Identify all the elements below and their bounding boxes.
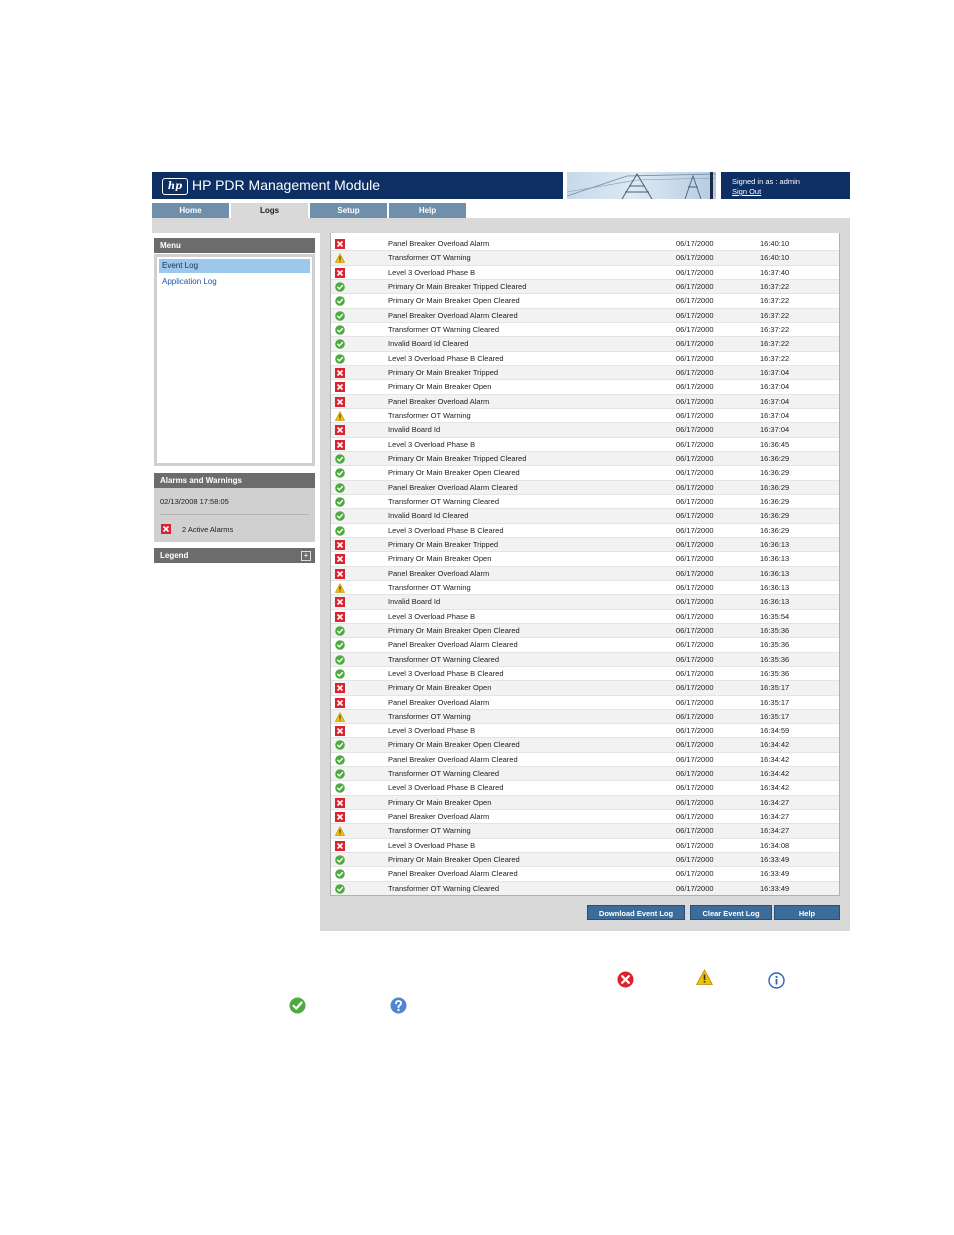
warning-icon [335, 411, 345, 421]
cleared-icon [335, 669, 345, 679]
log-message: Panel Breaker Overload Alarm [388, 568, 490, 578]
log-row [331, 767, 839, 781]
log-row [331, 839, 839, 853]
log-date: 06/17/2000 [676, 239, 714, 248]
log-row [331, 309, 839, 323]
alarm-icon [335, 683, 345, 693]
log-date: 06/17/2000 [676, 525, 714, 535]
log-row [331, 409, 839, 423]
log-date: 06/17/2000 [676, 869, 714, 879]
log-time: 16:35:54 [760, 611, 790, 621]
log-message: Panel Breaker Overload Alarm Cleared [388, 640, 518, 650]
alarm-icon [335, 698, 345, 708]
log-date: 06/17/2000 [676, 668, 714, 678]
log-time: 16:34:42 [760, 754, 790, 764]
log-date: 06/17/2000 [676, 697, 714, 707]
log-time: 16:34:59 [760, 726, 790, 736]
log-message: Level 3 Overload Phase B [388, 726, 476, 736]
log-message: Level 3 Overload Phase B [388, 611, 476, 621]
log-row [331, 280, 839, 294]
cleared-icon [335, 755, 345, 765]
log-row [331, 681, 839, 695]
cleared-icon [335, 454, 345, 464]
log-time: 16:33:49 [760, 883, 790, 893]
log-row [331, 552, 839, 566]
header-photo [567, 172, 716, 199]
log-row [331, 710, 839, 724]
log-date: 06/17/2000 [676, 281, 714, 291]
tab-help[interactable]: Help [389, 203, 466, 218]
alarm-icon [335, 812, 345, 822]
legend-panel-title[interactable] [154, 548, 315, 563]
cleared-icon [335, 526, 345, 536]
log-time: 16:36:13 [760, 597, 790, 607]
alarm-icon [335, 569, 345, 579]
sign-out-link[interactable]: Sign Out [732, 187, 762, 196]
alarm-icon [335, 597, 345, 607]
log-row [331, 452, 839, 466]
log-message: Panel Breaker Overload Alarm [388, 697, 490, 707]
divider [160, 514, 309, 515]
error-icon [617, 971, 634, 988]
log-date: 06/17/2000 [676, 482, 714, 492]
alarm-icon [161, 524, 171, 534]
log-message: Transformer OT Warning Cleared [388, 324, 500, 334]
alarm-icon [335, 382, 345, 392]
cleared-icon [335, 296, 345, 306]
log-date: 06/17/2000 [676, 840, 714, 850]
cleared-icon [335, 740, 345, 750]
help-button[interactable]: Help [774, 905, 840, 920]
log-message: Transformer OT Warning [388, 410, 471, 420]
log-message: Transformer OT Warning Cleared [388, 883, 500, 893]
warning-icon [696, 969, 713, 986]
log-time: 16:37:22 [760, 353, 790, 363]
cleared-icon [335, 497, 345, 507]
log-time: 16:37:22 [760, 324, 790, 334]
cleared-icon [335, 282, 345, 292]
cleared-icon [335, 783, 345, 793]
log-time: 16:36:29 [760, 525, 790, 535]
log-time: 16:36:29 [760, 482, 790, 492]
log-message: Transformer OT Warning Cleared [388, 769, 500, 779]
alarm-icon [335, 540, 345, 550]
alarm-icon [335, 554, 345, 564]
alarm-icon [335, 397, 345, 407]
log-message: Primary Or Main Breaker Open Cleared [388, 855, 520, 865]
alarm-icon [335, 440, 345, 450]
log-date: 06/17/2000 [676, 310, 714, 320]
log-time: 16:37:22 [760, 281, 790, 291]
log-time: 16:36:13 [760, 554, 790, 564]
log-message: Transformer OT Warning [388, 826, 471, 836]
log-date: 06/17/2000 [676, 296, 714, 306]
log-row [331, 567, 839, 581]
log-time: 16:35:36 [760, 640, 790, 650]
log-message: Level 3 Overload Phase B Cleared [388, 668, 504, 678]
tab-logs[interactable]: Logs [231, 203, 308, 220]
log-row [331, 266, 839, 280]
log-time: 16:36:29 [760, 511, 790, 521]
log-row [331, 867, 839, 881]
tab-setup[interactable]: Setup [310, 203, 387, 218]
log-time: 16:35:17 [760, 697, 790, 707]
log-row [331, 653, 839, 667]
log-time: 16:35:36 [760, 625, 790, 635]
log-row [331, 380, 839, 394]
log-time: 16:35:36 [760, 668, 790, 678]
header-banner [152, 172, 563, 199]
log-row [331, 423, 839, 437]
log-message: Primary Or Main Breaker Tripped Cleared [388, 281, 527, 291]
log-time: 16:36:13 [760, 568, 790, 578]
log-row [331, 796, 839, 810]
log-time: 16:37:04 [760, 396, 790, 406]
log-date: 06/17/2000 [676, 582, 714, 592]
log-rows [331, 237, 839, 896]
log-date: 06/17/2000 [676, 812, 714, 822]
cleared-icon [335, 483, 345, 493]
info-icon [768, 972, 785, 989]
log-message: Invalid Board Id [388, 425, 441, 435]
log-time: 16:37:04 [760, 382, 790, 392]
log-message: Panel Breaker Overload Alarm Cleared [388, 869, 518, 879]
log-message: Level 3 Overload Phase B [388, 439, 476, 449]
alarm-icon [335, 268, 345, 278]
log-date: 06/17/2000 [676, 740, 714, 750]
tab-bar-band [152, 218, 850, 233]
clear-event-log-button[interactable]: Clear Event Log [690, 905, 772, 920]
log-time: 16:36:13 [760, 539, 790, 549]
alarm-icon [335, 239, 345, 249]
log-message: Primary Or Main Breaker Open Cleared [388, 625, 520, 635]
active-alarms-link[interactable]: 2 Active Alarms [182, 525, 234, 534]
log-row [331, 352, 839, 366]
log-time: 16:37:22 [760, 339, 790, 349]
menu-panel [154, 254, 315, 466]
log-time: 16:34:42 [760, 783, 790, 793]
alarm-icon [335, 425, 345, 435]
log-message: Level 3 Overload Phase B Cleared [388, 353, 504, 363]
log-time: 16:37:04 [760, 410, 790, 420]
log-date: 06/17/2000 [676, 568, 714, 578]
log-row [331, 853, 839, 867]
log-time: 16:34:27 [760, 826, 790, 836]
help-icon [390, 997, 407, 1014]
log-time: 16:36:13 [760, 582, 790, 592]
log-date: 06/17/2000 [676, 855, 714, 865]
log-date: 06/17/2000 [676, 267, 714, 277]
log-date: 06/17/2000 [676, 339, 714, 349]
log-message: Panel Breaker Overload Alarm [388, 239, 490, 248]
cleared-icon [335, 626, 345, 636]
log-time: 16:35:17 [760, 711, 790, 721]
expand-icon[interactable]: + [301, 551, 311, 561]
log-row [331, 581, 839, 595]
log-time: 16:40:10 [760, 253, 790, 263]
log-date: 06/17/2000 [676, 883, 714, 893]
log-message: Primary Or Main Breaker Tripped [388, 367, 499, 377]
log-date: 06/17/2000 [676, 597, 714, 607]
log-time: 16:37:04 [760, 367, 790, 377]
log-row [331, 438, 839, 452]
warning-icon [335, 253, 345, 263]
log-time: 16:40:10 [760, 239, 790, 248]
log-row [331, 824, 839, 838]
log-message: Invalid Board Id Cleared [388, 511, 469, 521]
cleared-icon [335, 640, 345, 650]
log-date: 06/17/2000 [676, 640, 714, 650]
log-time: 16:34:27 [760, 812, 790, 822]
log-date: 06/17/2000 [676, 711, 714, 721]
cleared-icon [335, 869, 345, 879]
alarm-icon [335, 368, 345, 378]
log-message: Panel Breaker Overload Alarm Cleared [388, 754, 518, 764]
download-event-log-button[interactable]: Download Event Log [587, 905, 685, 920]
log-time: 16:35:17 [760, 683, 790, 693]
log-time: 16:37:22 [760, 296, 790, 306]
log-date: 06/17/2000 [676, 726, 714, 736]
tab-home[interactable]: Home [152, 203, 229, 218]
log-row [331, 781, 839, 795]
alarm-icon [335, 798, 345, 808]
log-message: Level 3 Overload Phase B Cleared [388, 783, 504, 793]
log-message: Panel Breaker Overload Alarm Cleared [388, 482, 518, 492]
log-date: 06/17/2000 [676, 410, 714, 420]
log-message: Primary Or Main Breaker Open [388, 797, 492, 807]
cleared-icon [335, 655, 345, 665]
log-date: 06/17/2000 [676, 683, 714, 693]
cleared-icon [335, 339, 345, 349]
log-message: Primary Or Main Breaker Open [388, 382, 492, 392]
cleared-icon [335, 325, 345, 335]
alarm-icon [335, 726, 345, 736]
log-date: 06/17/2000 [676, 468, 714, 478]
log-row [331, 810, 839, 824]
log-row [331, 509, 839, 523]
log-message: Transformer OT Warning Cleared [388, 654, 500, 664]
cleared-icon [335, 855, 345, 865]
log-message: Primary Or Main Breaker Tripped Cleared [388, 453, 527, 463]
log-date: 06/17/2000 [676, 783, 714, 793]
menu-panel-title: Menu [154, 238, 315, 253]
log-row [331, 696, 839, 710]
signed-in-label: Signed in as : admin [732, 177, 800, 186]
log-date: 06/17/2000 [676, 539, 714, 549]
log-time: 16:34:42 [760, 740, 790, 750]
log-message: Primary Or Main Breaker Open Cleared [388, 468, 520, 478]
log-time: 16:36:45 [760, 439, 790, 449]
log-row [331, 624, 839, 638]
log-row [331, 466, 839, 480]
log-row [331, 323, 839, 337]
event-log-table[interactable] [330, 233, 840, 896]
warning-icon [335, 583, 345, 593]
log-date: 06/17/2000 [676, 754, 714, 764]
log-time: 16:34:27 [760, 797, 790, 807]
cleared-icon [335, 468, 345, 478]
log-message: Transformer OT Warning Cleared [388, 496, 500, 506]
cleared-icon [335, 311, 345, 321]
user-panel [721, 172, 850, 199]
log-date: 06/17/2000 [676, 425, 714, 435]
log-message: Primary Or Main Breaker Open [388, 554, 492, 564]
log-row [331, 538, 839, 552]
log-date: 06/17/2000 [676, 367, 714, 377]
log-date: 06/17/2000 [676, 769, 714, 779]
log-row [331, 395, 839, 409]
log-row [331, 667, 839, 681]
ok-icon [289, 997, 306, 1014]
log-message: Primary Or Main Breaker Open [388, 683, 492, 693]
log-time: 16:35:36 [760, 654, 790, 664]
log-message: Level 3 Overload Phase B Cleared [388, 525, 504, 535]
log-row [331, 738, 839, 752]
log-date: 06/17/2000 [676, 496, 714, 506]
log-row [331, 753, 839, 767]
log-message: Level 3 Overload Phase B [388, 840, 476, 850]
cleared-icon [335, 769, 345, 779]
alarms-panel [154, 488, 315, 542]
log-date: 06/17/2000 [676, 654, 714, 664]
warning-icon [335, 826, 345, 836]
log-message: Panel Breaker Overload Alarm Cleared [388, 310, 518, 320]
log-date: 06/17/2000 [676, 625, 714, 635]
log-message: Level 3 Overload Phase B [388, 267, 476, 277]
hp-logo: hp [162, 178, 188, 195]
log-time: 16:37:04 [760, 425, 790, 435]
log-time: 16:36:29 [760, 468, 790, 478]
menu-item-event-log[interactable]: Event Log [159, 259, 310, 273]
log-time: 16:37:22 [760, 310, 790, 320]
log-date: 06/17/2000 [676, 253, 714, 263]
log-date: 06/17/2000 [676, 353, 714, 363]
log-row [331, 524, 839, 538]
log-row [331, 294, 839, 308]
alarms-timestamp: 02/13/2008 17:58:05 [160, 497, 229, 506]
log-row [331, 237, 839, 251]
log-date: 06/17/2000 [676, 611, 714, 621]
log-row [331, 337, 839, 351]
log-date: 06/17/2000 [676, 324, 714, 334]
log-row [331, 595, 839, 609]
log-message: Panel Breaker Overload Alarm [388, 396, 490, 406]
log-date: 06/17/2000 [676, 826, 714, 836]
log-time: 16:34:42 [760, 769, 790, 779]
log-date: 06/17/2000 [676, 439, 714, 449]
warning-icon [335, 712, 345, 722]
log-message: Transformer OT Warning [388, 253, 471, 263]
log-date: 06/17/2000 [676, 797, 714, 807]
log-time: 16:33:49 [760, 855, 790, 865]
cleared-icon [335, 354, 345, 364]
log-row [331, 495, 839, 509]
log-message: Primary Or Main Breaker Open Cleared [388, 296, 520, 306]
log-date: 06/17/2000 [676, 382, 714, 392]
cleared-icon [335, 511, 345, 521]
alarm-icon [335, 612, 345, 622]
log-time: 16:37:40 [760, 267, 790, 277]
log-time: 16:33:49 [760, 869, 790, 879]
log-message: Primary Or Main Breaker Open Cleared [388, 740, 520, 750]
log-message: Transformer OT Warning [388, 711, 471, 721]
log-row [331, 724, 839, 738]
cleared-icon [335, 884, 345, 894]
log-date: 06/17/2000 [676, 396, 714, 406]
log-message: Primary Or Main Breaker Tripped [388, 539, 499, 549]
log-row [331, 882, 839, 896]
log-date: 06/17/2000 [676, 554, 714, 564]
log-message: Invalid Board Id [388, 597, 441, 607]
log-message: Transformer OT Warning [388, 582, 471, 592]
log-row [331, 610, 839, 624]
log-row [331, 481, 839, 495]
alarms-panel-title: Alarms and Warnings [154, 473, 315, 488]
log-message: Panel Breaker Overload Alarm [388, 812, 490, 822]
log-date: 06/17/2000 [676, 511, 714, 521]
log-row [331, 251, 839, 265]
menu-item-application-log[interactable]: Application Log [162, 277, 217, 286]
alarm-icon [335, 841, 345, 851]
log-row [331, 366, 839, 380]
app-title: HP PDR Management Module [192, 177, 381, 193]
log-time: 16:34:08 [760, 840, 790, 850]
log-row [331, 638, 839, 652]
log-time: 16:36:29 [760, 496, 790, 506]
log-time: 16:36:29 [760, 453, 790, 463]
log-message: Invalid Board Id Cleared [388, 339, 469, 349]
legend-title: Legend [160, 551, 189, 560]
log-date: 06/17/2000 [676, 453, 714, 463]
